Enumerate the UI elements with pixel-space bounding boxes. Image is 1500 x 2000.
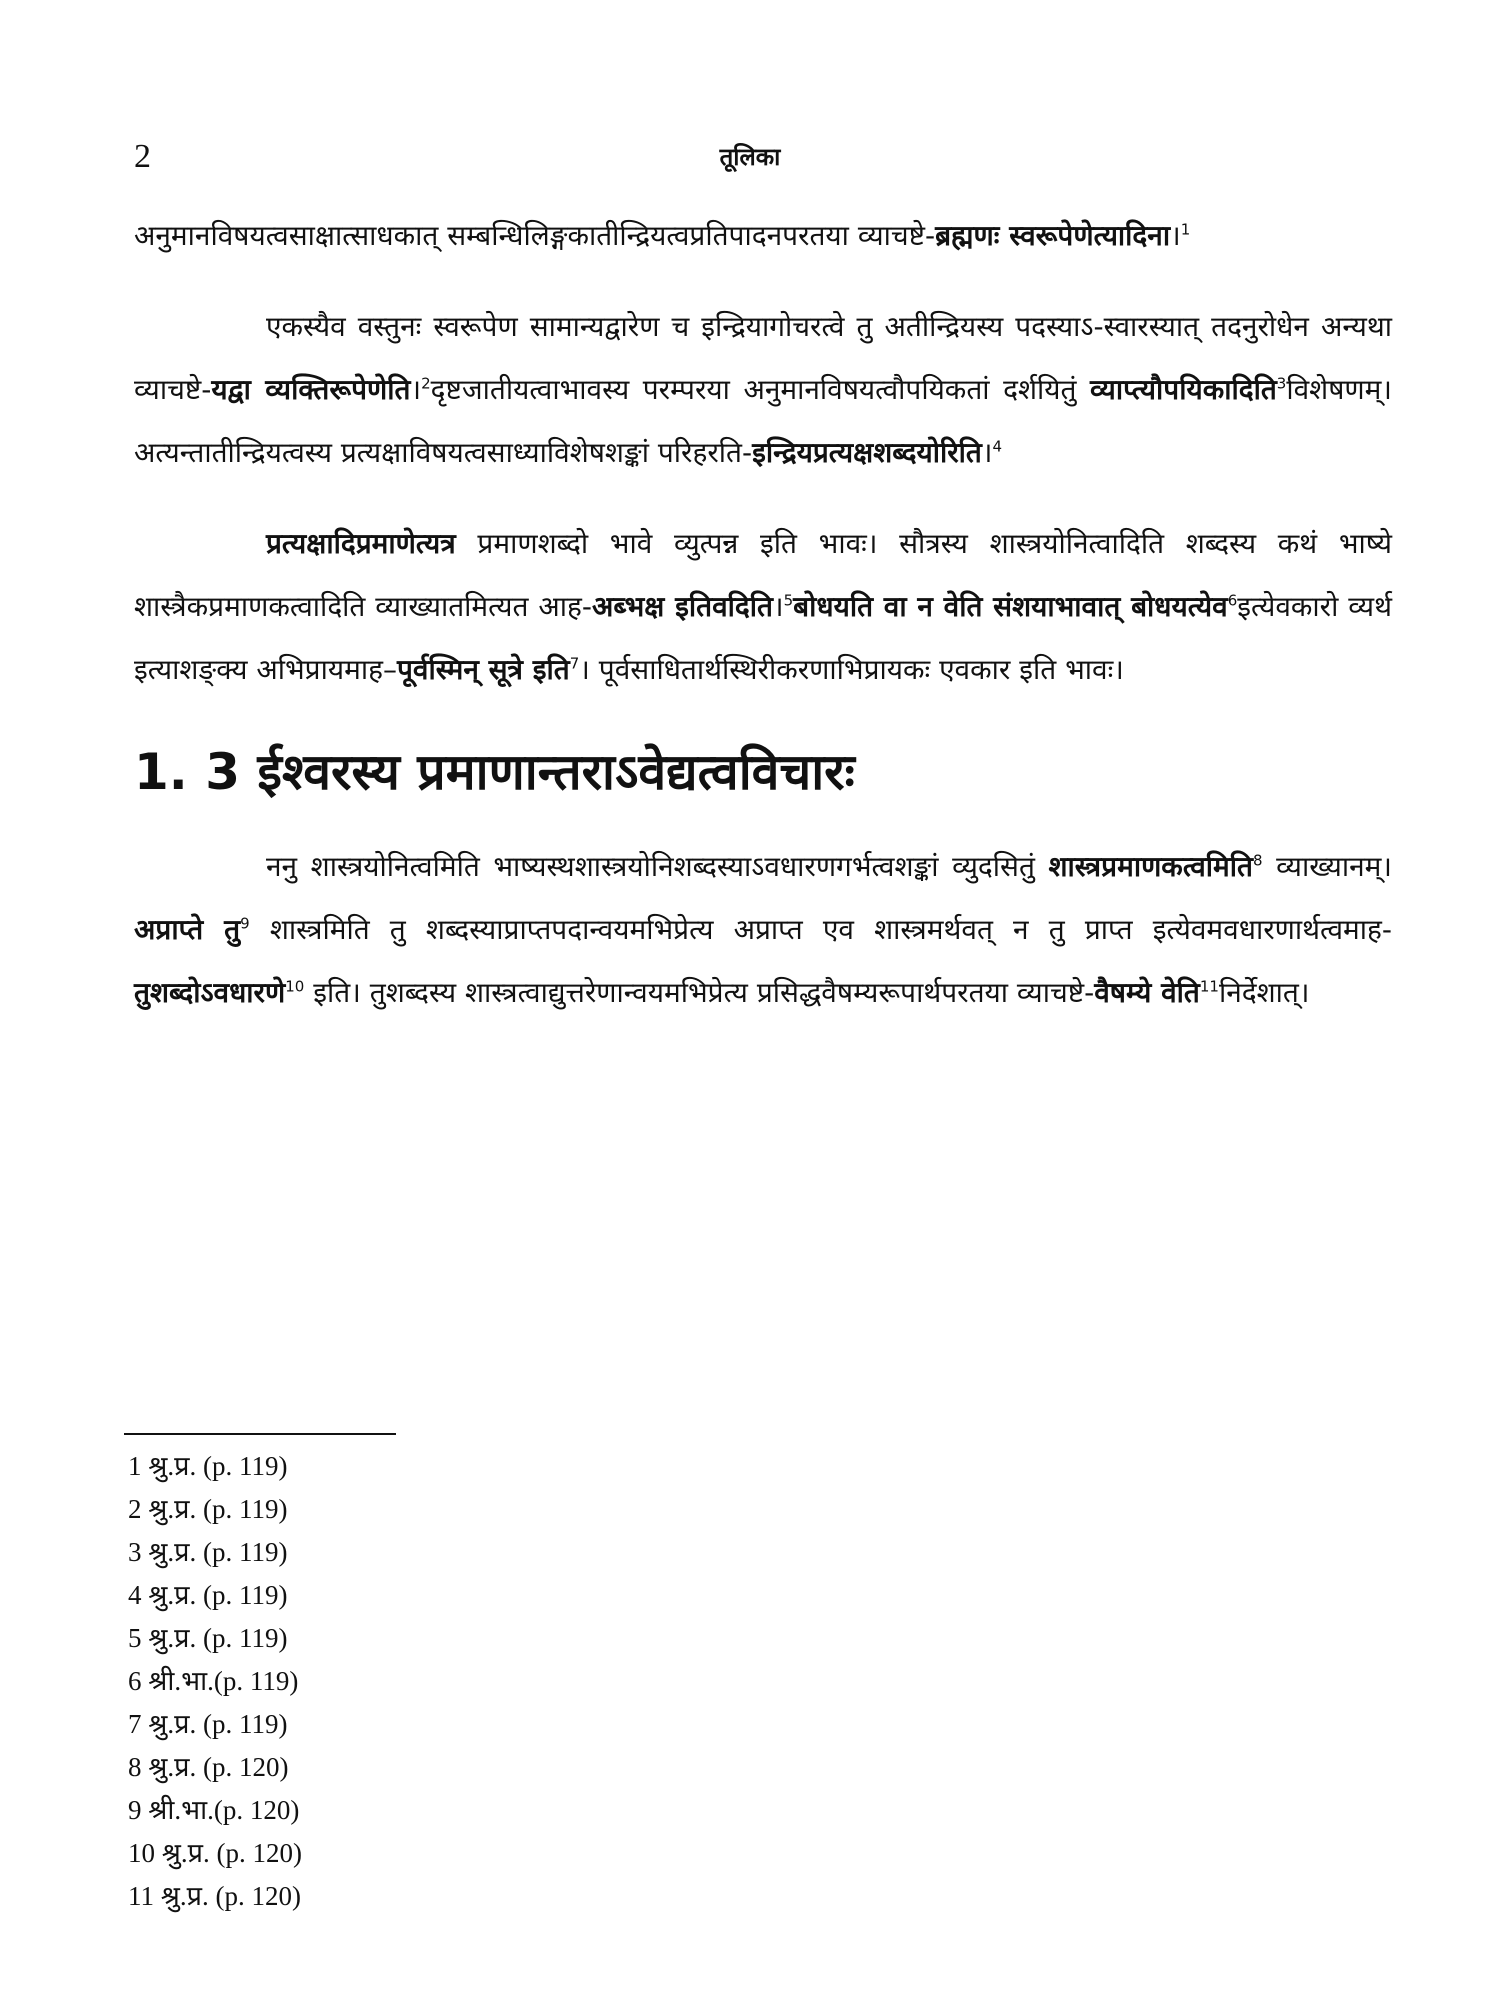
paragraph-text: शास्त्रमिति तु शब्दस्याप्राप्तपदान्वयमभिप्रेत्य अप्राप्त एव शास्त्रमर्थवत् न तु प्राप्त इत्येवमवधारणार्थत्वमाह-	[249, 913, 1393, 946]
paragraph-text: । पूर्वसाधितार्थस्थिरीकरणाभिप्रायकः एवकार इति भावः।	[579, 653, 1124, 686]
paragraph-text: इति। तुशब्दस्य शास्त्रत्वाद्युत्तरेणान्वयमभिप्रेत्य प्रसिद्धवैषम्यरूपार्थपरतया व्याचष्टे-	[304, 976, 1095, 1009]
bold-phrase: बोधयति वा न वेति संशयाभावात् बोधयत्येव	[793, 590, 1228, 623]
page-header	[134, 138, 1366, 188]
bold-phrase: अब्भक्ष इतिवदिति	[591, 590, 773, 623]
paragraph-text: व्याख्यानम्।	[1262, 850, 1392, 883]
paragraph-text: निर्देशात्।	[1218, 976, 1310, 1009]
paragraph-text: एकस्यैव वस्तुनः स्वरूपेण सामान्यद्वारेण च इन्द्रियागोचरत्वे तु अतीन्द्रियस्य पदस्याऽ-स्वारस्यात् तदनुरोधेन अन्यथा व्याचष्टे-	[134, 310, 1392, 406]
footnote-ref: 4	[992, 437, 1003, 456]
paragraph-text: ।	[772, 590, 784, 623]
footnote: 8 श्रु.प्र. (p. 120)	[128, 1752, 289, 1782]
section-heading: 1. 3 ईश्वरस्य प्रमाणान्तराऽवेद्यत्वविचारः	[134, 743, 855, 801]
bold-phrase: इन्द्रियप्रत्यक्षशब्दयोरिति	[752, 436, 982, 469]
running-head: तूलिका	[719, 143, 781, 171]
footnote-ref: 11	[1199, 977, 1219, 996]
footnote: 7 श्रु.प्र. (p. 119)	[128, 1709, 288, 1739]
paragraph-1	[134, 204, 1392, 267]
bold-phrase: प्रत्यक्षादिप्रमाणेत्यत्र	[266, 527, 456, 560]
footnote: 4 श्रु.प्र. (p. 119)	[128, 1580, 288, 1610]
paragraph-text: ननु शास्त्रयोनित्वमिति भाष्यस्थशास्त्रयोनिशब्दस्याऽवधारणगर्भत्वशङ्कां व्युदसितुं	[266, 850, 1049, 883]
footnote-ref: 10	[285, 977, 305, 996]
bold-phrase: शास्त्रप्रमाणकत्वमिति	[1048, 850, 1254, 883]
footnote: 2 श्रु.प्र. (p. 119)	[128, 1494, 288, 1524]
bold-phrase: पूर्वस्मिन् सूत्रे इति	[396, 653, 570, 686]
footnote: 3 श्रु.प्र. (p. 119)	[128, 1537, 288, 1567]
footnote: 11 श्रु.प्र. (p. 120)	[128, 1881, 301, 1911]
paragraph-text: विशेषणम्। अत्यन्तातीन्द्रियत्वस्य प्रत्यक्षाविषयत्वसाध्याविशेषशङ्कां परिहरति-	[134, 373, 1392, 469]
footnotes	[128, 1445, 302, 1918]
footnote-ref: 1	[1180, 220, 1191, 239]
bold-phrase: व्याप्त्यौपयिकादिति	[1090, 373, 1277, 406]
bold-phrase: ब्रह्मणः स्वरूपेणेत्यादिना	[935, 219, 1171, 252]
footnote: 5 श्रु.प्र. (p. 119)	[128, 1623, 288, 1653]
body-text	[134, 204, 1392, 1024]
paragraph-3	[134, 512, 1392, 701]
paragraph-2	[134, 295, 1392, 484]
bold-phrase: यद्वा व्यक्तिरूपेणेति	[211, 373, 411, 406]
bold-phrase: वैषम्ये वेति	[1094, 976, 1200, 1009]
footnote-ref: 7	[569, 654, 580, 673]
footnote-ref: 9	[240, 914, 250, 933]
paragraph-text: इत्येवकारो व्यर्थ इत्याशङ्क्य अभिप्रायमाह–	[134, 590, 1392, 686]
paragraph-text: प्रमाणशब्दो भावे व्युत्पन्न इति भावः। सौत्रस्य शास्त्रयोनित्वादिति शब्दस्य कथं भाष्ये शास्त्रैकप्रमाणकत्वादिति व्याख्यातमित्यत आह-	[134, 527, 1392, 623]
paragraph-4	[134, 835, 1392, 1024]
paragraph-text: दृष्टजातीयत्वाभावस्य परम्परया अनुमानविषयत्वौपयिकतां दर्शयितुं	[430, 373, 1090, 406]
footnote: 1 श्रु.प्र. (p. 119)	[128, 1451, 288, 1481]
paragraph-text: ।	[981, 436, 993, 469]
bold-phrase: तुशब्दोऽवधारणे	[134, 976, 286, 1009]
paragraph-text: ।	[1170, 219, 1181, 252]
bold-phrase: अप्राप्ते तु	[134, 913, 241, 946]
paragraph-text: ।	[410, 373, 422, 406]
footnote-divider	[124, 1433, 396, 1435]
paragraph-text: अनुमानविषयत्वसाक्षात्साधकात् सम्बन्धिलिङ्गकातीन्द्रियत्वप्रतिपादनपरतया व्याचष्टे-	[134, 219, 936, 252]
footnote-ref: 8	[1253, 851, 1263, 870]
footnote: 9 श्री.भा.(p. 120)	[128, 1795, 300, 1825]
footnote-ref: 3	[1276, 374, 1287, 393]
footnote-ref: 5	[783, 591, 794, 610]
footnote-ref: 6	[1227, 591, 1238, 610]
footnote: 10 श्रु.प्र. (p. 120)	[128, 1838, 302, 1868]
footnote: 6 श्री.भा.(p. 119)	[128, 1666, 299, 1696]
footnote-ref: 2	[421, 374, 431, 393]
page-number: 2	[134, 138, 151, 175]
